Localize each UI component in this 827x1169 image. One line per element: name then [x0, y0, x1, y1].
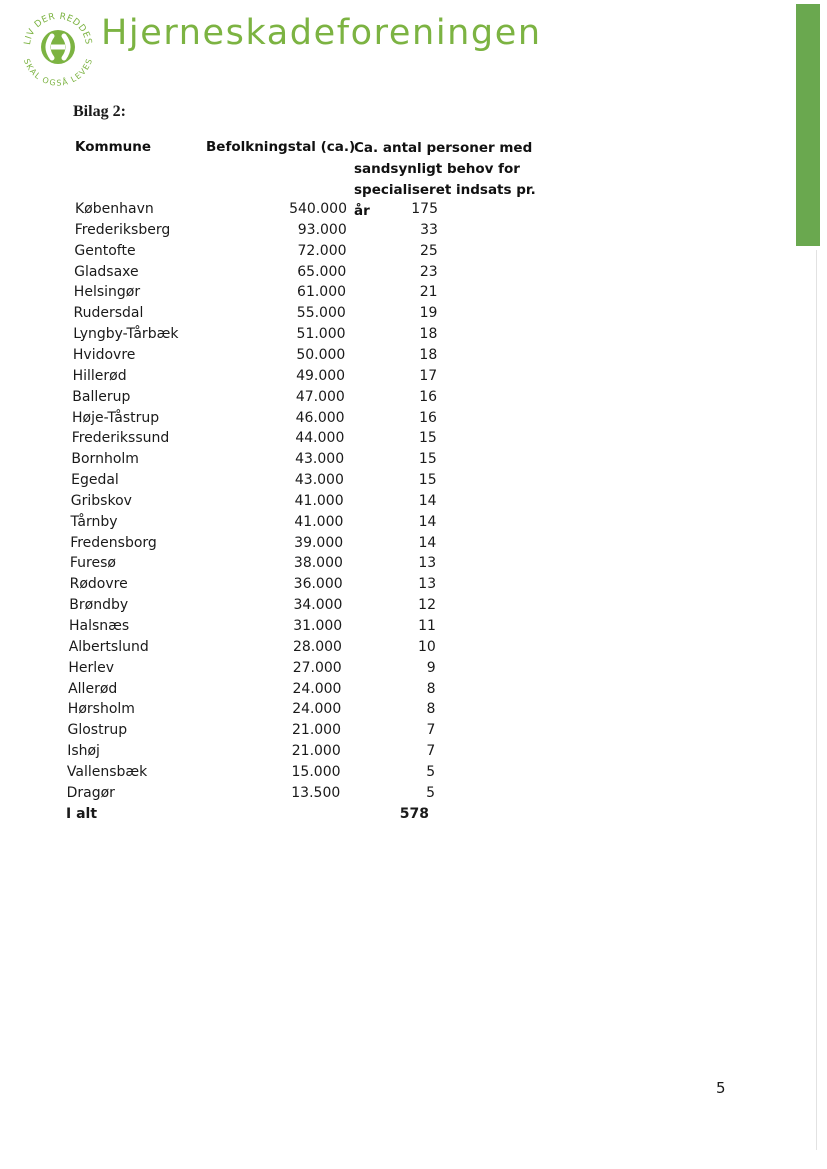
cell-befolkning: 15.000: [291, 763, 341, 780]
cell-antal: 7: [426, 722, 436, 739]
cell-antal: 14: [418, 513, 437, 530]
cell-befolkning: 41.000: [294, 492, 344, 509]
table-row: [0, 595, 600, 616]
cell-antal: 23: [419, 263, 438, 280]
cell-befolkning: 55.000: [296, 305, 346, 322]
table-row: [0, 491, 600, 512]
page-edge-line: [816, 250, 817, 1150]
table-row: [0, 553, 600, 574]
cell-antal: 14: [418, 534, 437, 551]
side-color-bar: [796, 4, 820, 246]
brand-name: Hjerneskadeforeningen: [101, 13, 542, 53]
table-row: [0, 262, 600, 283]
cell-kommune: Ishøj: [67, 743, 100, 760]
cell-antal: 17: [419, 367, 438, 384]
cell-antal: 11: [418, 618, 436, 634]
table-row: [0, 679, 600, 700]
cell-kommune: Hørsholm: [67, 701, 135, 718]
cell-befolkning: 38.000: [293, 555, 343, 572]
table-row: [0, 241, 600, 262]
cell-kommune: København: [75, 201, 154, 217]
cell-befolkning: 31.000: [293, 618, 343, 634]
table-row: [0, 220, 600, 241]
cell-befolkning: 47.000: [295, 388, 345, 405]
total-count: 578: [399, 805, 429, 822]
cell-kommune: Helsingør: [73, 284, 141, 301]
cell-kommune: Egedal: [71, 472, 119, 489]
cell-antal: 25: [419, 242, 438, 259]
cell-antal: 8: [426, 680, 436, 697]
table-row: [0, 470, 600, 491]
table-row: [0, 637, 600, 658]
cell-kommune: Tårnby: [70, 513, 118, 530]
cell-befolkning: 34.000: [293, 597, 343, 614]
table-row: [0, 324, 600, 345]
cell-befolkning: 72.000: [297, 242, 347, 259]
cell-kommune: Herlev: [68, 659, 115, 676]
cell-antal: 13: [418, 555, 437, 572]
cell-antal: 7: [426, 743, 436, 760]
table-row: [0, 658, 600, 679]
cell-kommune: Hvidovre: [72, 346, 136, 363]
cell-kommune: Gladsaxe: [74, 263, 139, 280]
table-row: [0, 282, 600, 303]
column-header-befolkning: Befolkningstal (ca.): [206, 139, 356, 155]
cell-antal: 15: [418, 451, 437, 468]
cell-antal: 18: [419, 326, 438, 343]
cell-kommune: Dragør: [66, 784, 115, 801]
cell-antal: 13: [418, 576, 437, 593]
cell-kommune: Ballerup: [72, 388, 131, 405]
cell-kommune: Rødovre: [69, 576, 128, 593]
cell-kommune: Bornholm: [71, 451, 139, 468]
cell-antal: 33: [420, 221, 438, 238]
table-row: [0, 741, 600, 762]
cell-antal: 8: [426, 701, 436, 718]
cell-kommune: Lyngby-Tårbæk: [73, 326, 179, 343]
cell-antal: 175: [411, 201, 438, 217]
table-row: [0, 428, 600, 449]
table-total-row: [0, 804, 600, 825]
logo-icon: [17, 6, 99, 88]
table-row: [0, 720, 600, 741]
cell-antal: 14: [418, 492, 437, 509]
cell-kommune: Halsnæs: [69, 618, 130, 634]
cell-befolkning: 49.000: [296, 367, 346, 384]
cell-kommune: Høje-Tåstrup: [72, 409, 160, 426]
cell-antal: 16: [419, 409, 437, 426]
table-row: [0, 616, 600, 637]
table-row: [0, 408, 600, 429]
cell-antal: 16: [419, 388, 438, 405]
cell-antal: 18: [419, 346, 438, 363]
cell-kommune: Gribskov: [70, 492, 132, 509]
page-number: 5: [716, 1079, 726, 1097]
cell-befolkning: 65.000: [297, 263, 347, 280]
table-row: [0, 366, 600, 387]
cell-befolkning: 50.000: [296, 346, 346, 363]
cell-befolkning: 540.000: [289, 201, 347, 217]
cell-kommune: Fredensborg: [70, 534, 157, 551]
cell-befolkning: 39.000: [294, 534, 344, 551]
cell-befolkning: 41.000: [294, 513, 344, 530]
table-row: [0, 199, 600, 220]
cell-befolkning: 27.000: [292, 659, 342, 676]
cell-kommune: Allerød: [68, 680, 118, 697]
cell-befolkning: 28.000: [292, 638, 342, 655]
cell-befolkning: 43.000: [295, 451, 345, 468]
cell-antal: 5: [426, 763, 436, 780]
cell-befolkning: 21.000: [291, 743, 341, 760]
document-heading: Bilag 2:: [73, 103, 126, 120]
cell-befolkning: 61.000: [297, 284, 347, 301]
table-row: [0, 303, 600, 324]
table-row: [0, 699, 600, 720]
cell-antal: 21: [419, 284, 438, 301]
cell-befolkning: 21.000: [292, 722, 341, 739]
table-row: [0, 533, 600, 554]
cell-kommune: Glostrup: [67, 722, 128, 739]
cell-kommune: Frederikssund: [71, 430, 170, 447]
logo-text-top: LIV DER REDDES: [23, 11, 94, 46]
cell-kommune: Albertslund: [68, 638, 149, 655]
total-label: I alt: [66, 805, 98, 822]
cell-befolkning: 93.000: [297, 221, 347, 238]
table-row: [0, 574, 600, 595]
cell-kommune: Frederiksberg: [74, 221, 171, 238]
cell-kommune: Brøndby: [69, 597, 129, 614]
cell-befolkning: 46.000: [295, 409, 345, 426]
column-header-behov-line: sandsynligt behov for: [354, 161, 520, 177]
table-row: [0, 512, 600, 533]
table-row: [0, 783, 600, 804]
cell-antal: 9: [426, 659, 436, 676]
column-header-behov-line: Ca. antal personer med: [354, 140, 533, 156]
cell-antal: 19: [419, 305, 438, 322]
cell-antal: 15: [419, 430, 437, 447]
cell-antal: 15: [418, 472, 437, 489]
logo-text-bottom: SKAL OGSÅ LEVES: [21, 57, 95, 88]
cell-befolkning: 43.000: [294, 472, 344, 489]
cell-befolkning: 24.000: [292, 701, 342, 718]
cell-antal: 5: [426, 784, 436, 801]
cell-kommune: Furesø: [69, 555, 116, 572]
cell-kommune: Gentofte: [74, 242, 136, 259]
column-header-kommune: Kommune: [75, 139, 152, 155]
cell-kommune: Vallensbæk: [66, 763, 148, 780]
table-row: [0, 449, 600, 470]
cell-befolkning: 51.000: [296, 326, 346, 343]
table-row: [0, 762, 600, 783]
cell-kommune: Rudersdal: [73, 305, 144, 322]
cell-befolkning: 36.000: [293, 576, 343, 593]
table-row: [0, 345, 600, 366]
column-header-behov-line: specialiseret indsats pr. år: [354, 182, 536, 219]
table-row: [0, 387, 600, 408]
cell-befolkning: 13.500: [291, 784, 341, 801]
cell-kommune: Hillerød: [72, 367, 127, 384]
cell-befolkning: 24.000: [292, 680, 342, 697]
cell-antal: 10: [417, 638, 436, 655]
cell-befolkning: 44.000: [295, 430, 345, 447]
cell-antal: 12: [418, 597, 436, 614]
